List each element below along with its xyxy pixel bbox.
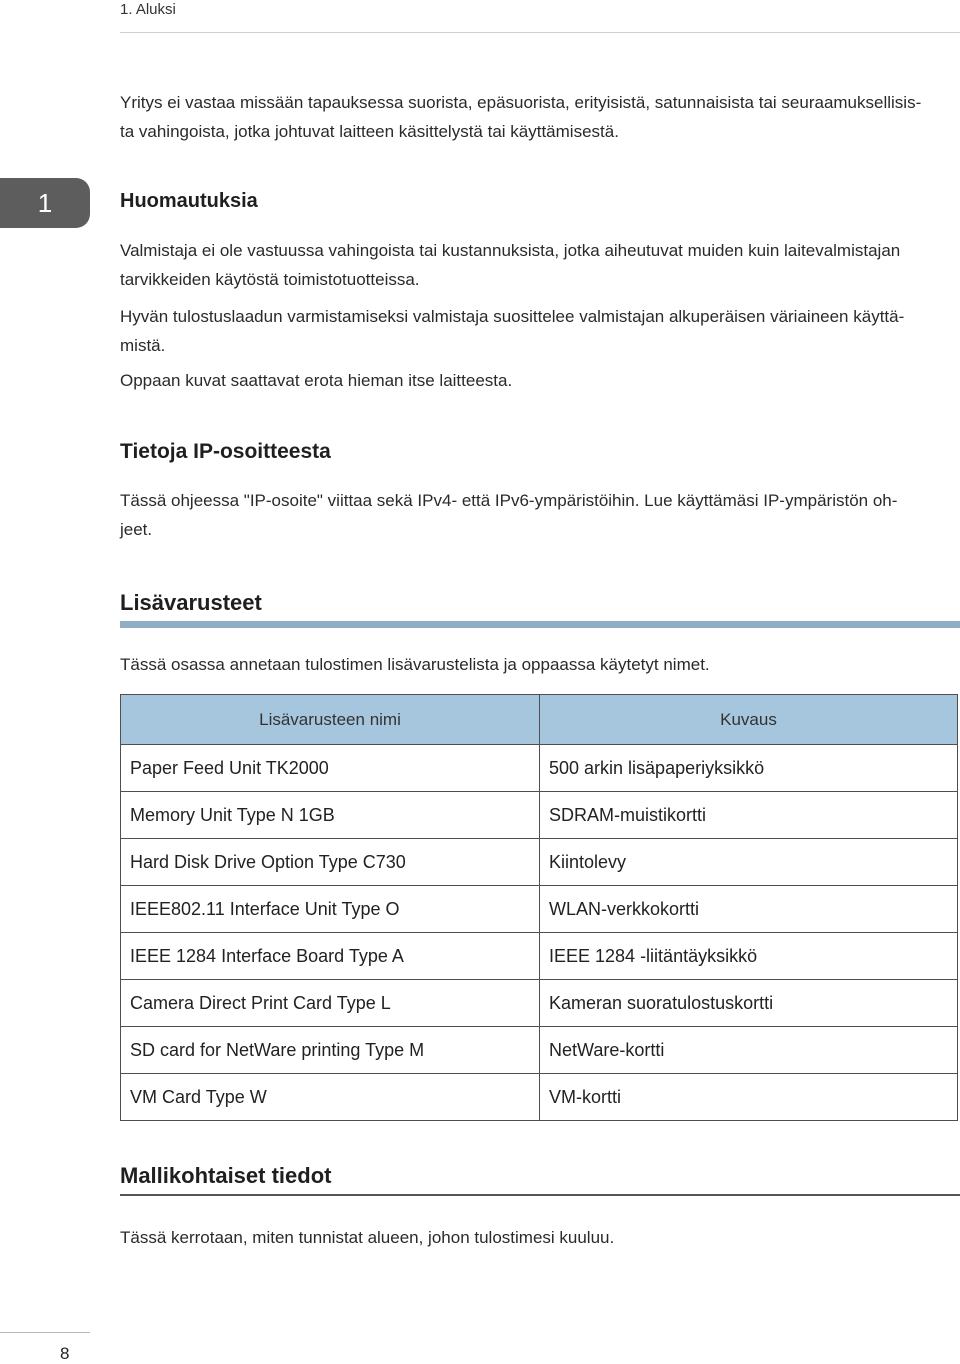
accessory-description: VM-kortti [540, 1074, 958, 1121]
footer-divider [0, 1332, 90, 1333]
table-row [121, 933, 958, 980]
header-divider [120, 32, 960, 33]
accessory-name: SD card for NetWare printing Type M [121, 1027, 540, 1074]
accessory-description: Kameran suoratulostuskortti [540, 980, 958, 1027]
accessory-name: Paper Feed Unit TK2000 [121, 745, 540, 792]
accessory-name: Camera Direct Print Card Type L [121, 980, 540, 1027]
ip-line-1: Tässä ohjeessa "IP-osoite" viittaa sekä IPv4- että IPv6-ympäristöihin. Lue käyttämäsi IP-ympäristön oh- [120, 491, 898, 510]
intro-line-1: Yritys ei vastaa missään tapauksessa suorista, epäsuorista, erityisistä, satunnaisista tai seuraamuksellisis- [120, 93, 922, 112]
accessories-intro: Tässä osassa annetaan tulostimen lisävarustelista ja oppaassa käytetyt nimet. [120, 655, 710, 674]
model-info-text: Tässä kerrotaan, miten tunnistat alueen, johon tulostimesi kuuluu. [120, 1228, 615, 1247]
table-row [121, 886, 958, 933]
notes-p1-line2: tarvikkeiden käytöstä toimistotuotteissa. [120, 270, 420, 289]
table-row [121, 1027, 958, 1074]
model-info-heading-rule [120, 1194, 960, 1196]
table-row [121, 839, 958, 886]
running-header: 1. Aluksi [120, 1, 176, 18]
accessory-name: IEEE802.11 Interface Unit Type O [121, 886, 540, 933]
notes-p2-line2: mistä. [120, 336, 166, 355]
model-info-heading: Mallikohtaiset tiedot [120, 1163, 332, 1188]
notes-p2-line1: Hyvän tulostuslaadun varmistamiseksi valmistaja suosittelee valmistajan alkuperäisen väriaineen käyttä- [120, 307, 905, 326]
chapter-tab: 1 [0, 178, 90, 228]
accessory-name: Hard Disk Drive Option Type C730 [121, 839, 540, 886]
table-header-row [121, 695, 958, 745]
accessory-description: WLAN-verkkokortti [540, 886, 958, 933]
accessory-description: NetWare-kortti [540, 1027, 958, 1074]
accessories-heading: Lisävarusteet [120, 590, 262, 615]
accessory-name: Memory Unit Type N 1GB [121, 792, 540, 839]
table-row [121, 980, 958, 1027]
accessory-name: VM Card Type W [121, 1074, 540, 1121]
ip-line-2: jeet. [120, 520, 153, 539]
accessory-name: IEEE 1284 Interface Board Type A [121, 933, 540, 980]
accessories-heading-rule [120, 621, 960, 628]
accessories-table [120, 694, 958, 1121]
accessory-description: 500 arkin lisäpaperiyksikkö [540, 745, 958, 792]
accessory-description: SDRAM-muistikortti [540, 792, 958, 839]
notes-heading: Huomautuksia [120, 190, 258, 212]
table-row [121, 792, 958, 839]
page-number: 8 [60, 1344, 70, 1363]
accessory-description: Kiintolevy [540, 839, 958, 886]
intro-line-2: ta vahingoista, jotka johtuvat laitteen käsittelystä tai käyttämisestä. [120, 122, 619, 141]
table-row [121, 1074, 958, 1121]
column-header-name: Lisävarusteen nimi [121, 695, 540, 745]
accessory-description: IEEE 1284 -liitäntäyksikkö [540, 933, 958, 980]
column-header-description: Kuvaus [540, 695, 958, 745]
notes-p3: Oppaan kuvat saattavat erota hieman itse laitteesta. [120, 371, 513, 390]
notes-p1-line1: Valmistaja ei ole vastuussa vahingoista tai kustannuksista, jotka aiheutuvat muiden kuin laitevalmistajan [120, 241, 901, 260]
table-row [121, 745, 958, 792]
ip-heading: Tietoja IP-osoitteesta [120, 440, 331, 463]
